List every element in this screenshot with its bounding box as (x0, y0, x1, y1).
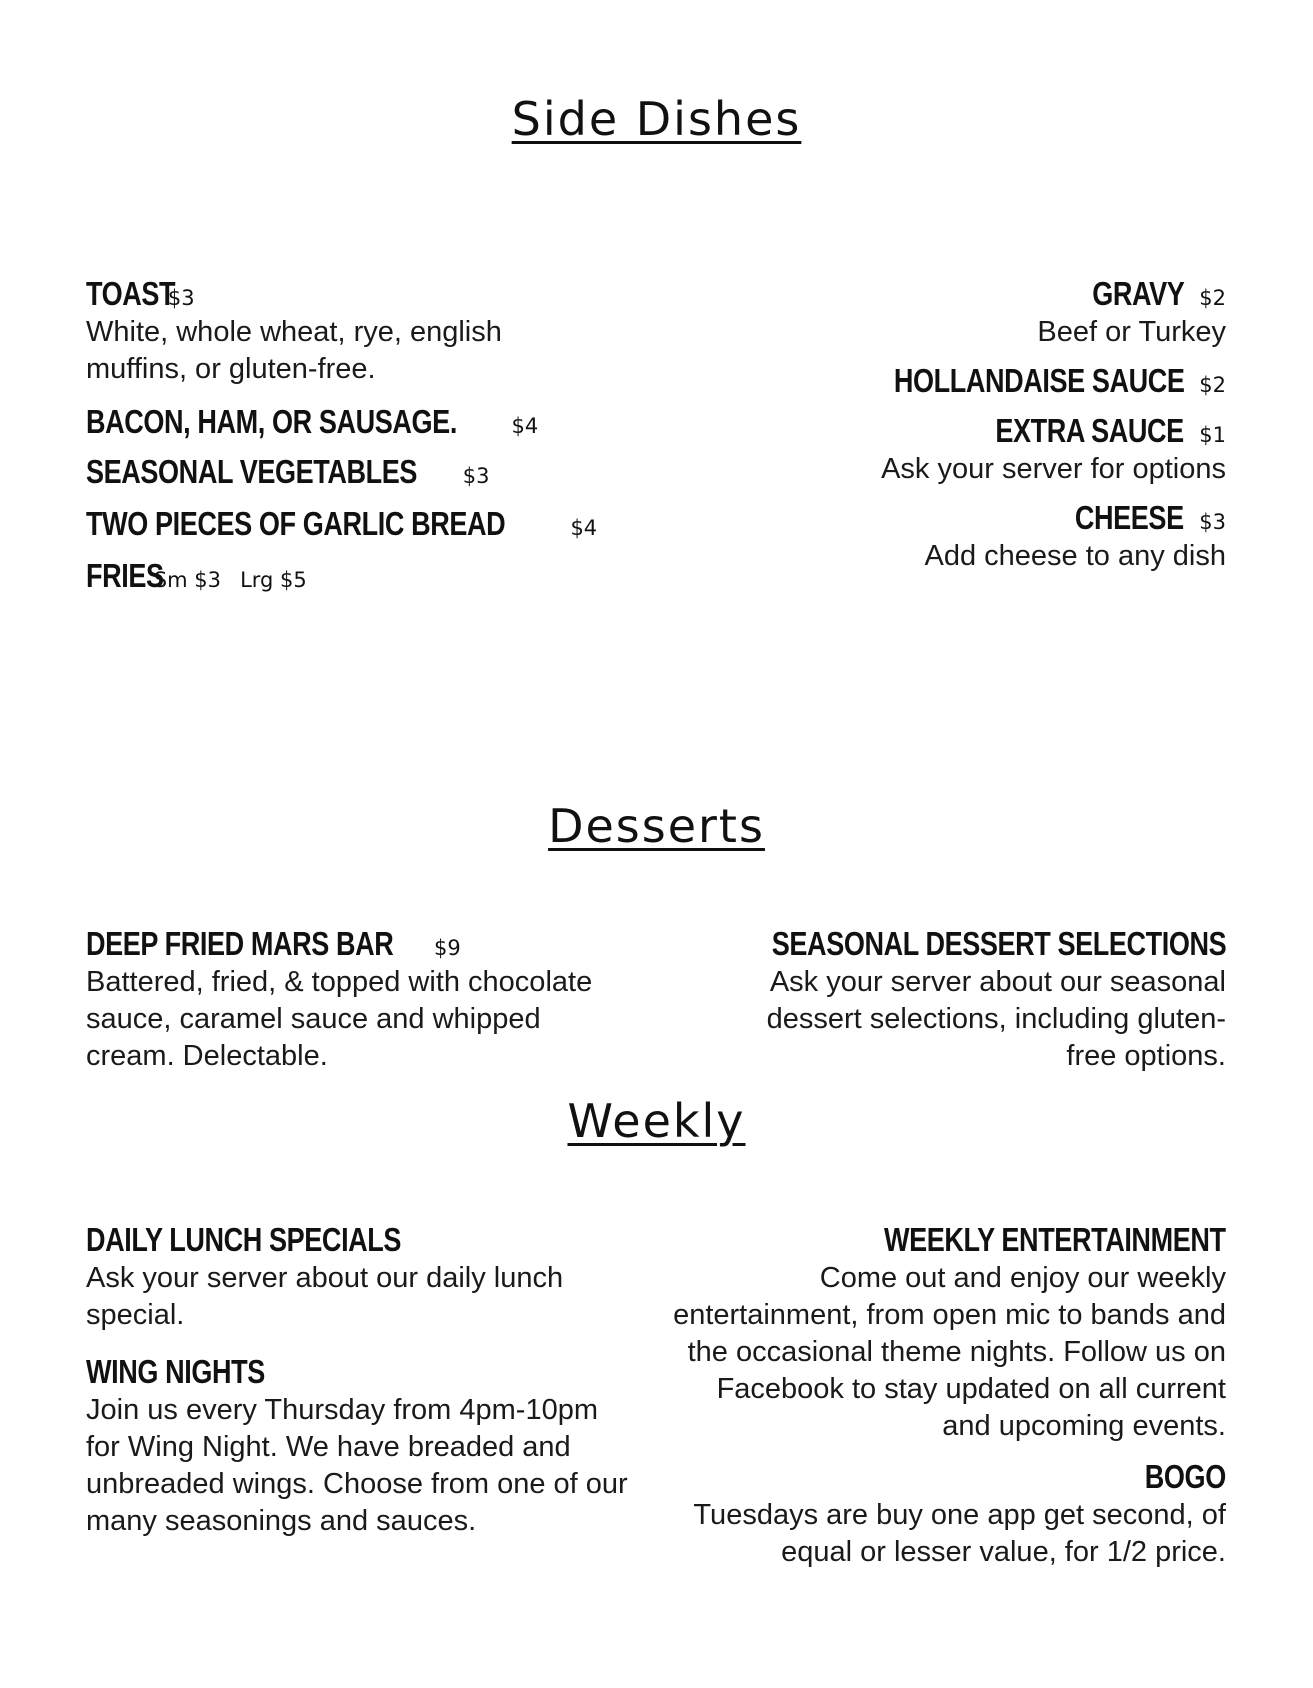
item-price: $4 (511, 414, 539, 438)
item-price-large: Lrg $5 (240, 568, 307, 592)
item-description: Add cheese to any dish (924, 540, 1226, 572)
side-dishes-right-column (666, 274, 1226, 589)
item-price: $3 (462, 464, 490, 488)
menu-item-garlic-bread (86, 504, 646, 544)
menu-item-cheese (666, 498, 1226, 575)
item-name: FRIES (86, 557, 164, 594)
menu-item-seasonal-vegetables (86, 452, 646, 492)
side-dishes-left-column (86, 274, 646, 610)
desserts-heading: Desserts (548, 799, 765, 853)
item-price-small: Sm $3 (153, 568, 221, 592)
item-price: $2 (1199, 373, 1226, 397)
side-dishes-heading: Side Dishes (511, 92, 802, 146)
menu-item-toast (86, 274, 646, 388)
item-name: DEEP FRIED MARS BAR (86, 925, 394, 962)
desserts-left-column (86, 924, 646, 1089)
item-description: Join us every Thursday from 4pm-10pm for Wing Night. We have breaded and unbreaded wings. Choose from one of our many seasonings and sauces. (86, 1394, 628, 1537)
item-name: DAILY LUNCH SPECIALS (86, 1221, 402, 1258)
weekly-heading: Weekly (567, 1094, 746, 1148)
item-name: HOLLANDAISE SAUCE (893, 362, 1185, 399)
desserts-right-column (666, 924, 1226, 1089)
item-description: Battered, fried, & topped with chocolate sauce, caramel sauce and whipped cream. Delectable. (86, 966, 593, 1072)
item-name: EXTRA SAUCE (995, 412, 1185, 449)
item-price: $4 (570, 516, 598, 540)
weekly-right-column (666, 1220, 1226, 1585)
menu-item-daily-lunch-specials (86, 1220, 646, 1334)
menu-item-bacon-ham-sausage (86, 402, 646, 442)
item-price: $9 (434, 936, 461, 960)
item-description: Tuesdays are buy one app get second, of equal or lesser value, for 1/2 price. (693, 1499, 1226, 1568)
menu-item-extra-sauce (666, 411, 1226, 488)
item-description: Come out and enjoy our weekly entertainment, from open mic to bands and the occasional theme nights. Follow us on Facebook to stay updated on all current and upcoming events. (673, 1262, 1226, 1442)
item-description: Ask your server for options (881, 453, 1226, 485)
menu-item-wing-nights (86, 1352, 646, 1540)
item-name: SEASONAL DESSERT SELECTIONS (771, 925, 1226, 962)
menu-item-gravy (666, 274, 1226, 351)
item-name: SEASONAL VEGETABLES (86, 453, 418, 490)
item-description: White, whole wheat, rye, english muffins, or gluten-free. (86, 316, 502, 385)
item-price: $3 (1199, 510, 1226, 534)
item-name: BOGO (1144, 1458, 1226, 1495)
item-name: CHEESE (1075, 499, 1185, 536)
item-description: Ask your server about our daily lunch special. (86, 1262, 564, 1331)
item-name: GRAVY (1091, 275, 1185, 312)
item-name: WEEKLY ENTERTAINMENT (884, 1221, 1226, 1258)
item-name: WING NIGHTS (86, 1353, 265, 1390)
item-description: Beef or Turkey (1037, 316, 1226, 348)
menu-item-hollandaise-sauce (666, 361, 1226, 401)
menu-item-weekly-entertainment (666, 1220, 1226, 1445)
item-price: $2 (1199, 286, 1226, 310)
item-name: BACON, HAM, OR SAUSAGE. (86, 403, 457, 440)
item-price: $3 (167, 286, 195, 310)
menu-item-deep-fried-mars-bar (86, 924, 646, 1075)
menu-item-fries (86, 556, 646, 596)
weekly-left-column (86, 1220, 646, 1554)
menu-item-seasonal-dessert-selections (666, 924, 1226, 1075)
item-price: $1 (1199, 423, 1226, 447)
item-name: TWO PIECES OF GARLIC BREAD (86, 505, 506, 542)
item-name: TOAST (86, 275, 176, 312)
item-description: Ask your server about our seasonal dessert selections, including gluten-free options. (766, 966, 1226, 1072)
menu-item-bogo (666, 1457, 1226, 1571)
